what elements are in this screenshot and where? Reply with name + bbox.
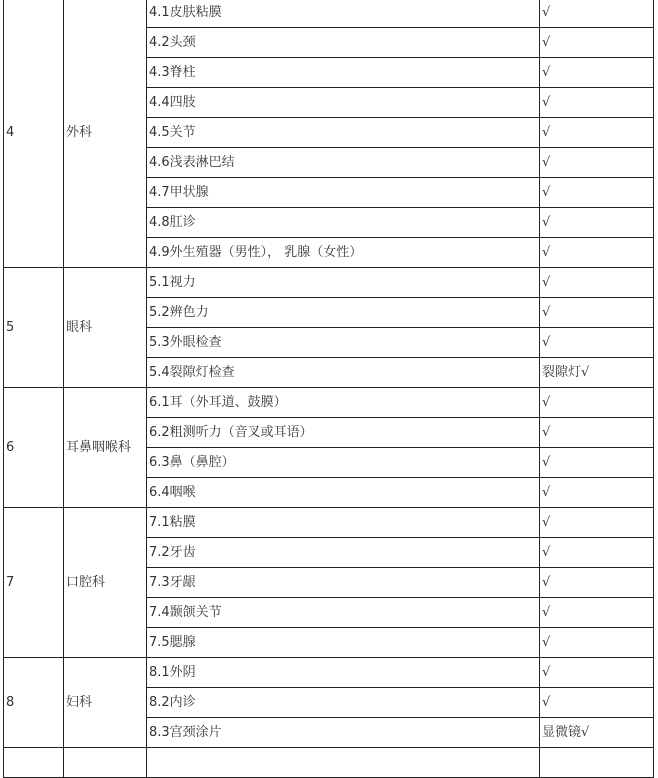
empty-cell <box>4 748 64 778</box>
section-number: 7 <box>4 508 64 658</box>
exam-item: 5.2辨色力 <box>147 298 540 328</box>
exam-item: 7.4颞颌关节 <box>147 598 540 628</box>
exam-result: √ <box>540 148 654 178</box>
exam-item: 4.2头颈 <box>147 28 540 58</box>
table-row <box>4 388 654 418</box>
exam-result: √ <box>540 58 654 88</box>
section-number: 5 <box>4 268 64 388</box>
exam-item: 7.5腮腺 <box>147 628 540 658</box>
exam-result: √ <box>540 388 654 418</box>
exam-result: √ <box>540 688 654 718</box>
empty-cell <box>64 748 147 778</box>
exam-result: 显微镜√ <box>540 718 654 748</box>
exam-item: 6.1耳（外耳道、鼓膜） <box>147 388 540 418</box>
exam-result: √ <box>540 328 654 358</box>
exam-result: √ <box>540 298 654 328</box>
exam-result: 裂隙灯√ <box>540 358 654 388</box>
table-row <box>4 748 654 778</box>
empty-cell <box>147 748 540 778</box>
exam-result: √ <box>540 478 654 508</box>
section-name: 外科 <box>64 0 147 268</box>
table-row <box>4 0 654 28</box>
exam-result: √ <box>540 268 654 298</box>
exam-result: √ <box>540 208 654 238</box>
exam-item: 4.1皮肤粘膜 <box>147 0 540 28</box>
exam-result: √ <box>540 598 654 628</box>
exam-item: 4.4四肢 <box>147 88 540 118</box>
exam-item: 5.3外眼检查 <box>147 328 540 358</box>
exam-result: √ <box>540 118 654 148</box>
exam-item: 7.2牙齿 <box>147 538 540 568</box>
section-number: 4 <box>4 0 64 268</box>
exam-result: √ <box>540 88 654 118</box>
empty-cell <box>540 748 654 778</box>
exam-item: 6.3鼻（鼻腔） <box>147 448 540 478</box>
exam-item: 5.1视力 <box>147 268 540 298</box>
exam-result: √ <box>540 418 654 448</box>
exam-table-body <box>4 0 654 778</box>
table-row <box>4 658 654 688</box>
section-name: 妇科 <box>64 658 147 748</box>
table-row <box>4 508 654 538</box>
exam-item: 4.7甲状腺 <box>147 178 540 208</box>
exam-result: √ <box>540 508 654 538</box>
exam-result: √ <box>540 0 654 28</box>
section-name: 耳鼻咽喉科 <box>64 388 147 508</box>
section-name: 眼科 <box>64 268 147 388</box>
exam-result: √ <box>540 628 654 658</box>
exam-item: 6.2粗测听力（音叉或耳语） <box>147 418 540 448</box>
section-number: 6 <box>4 388 64 508</box>
section-number: 8 <box>4 658 64 748</box>
table-row <box>4 268 654 298</box>
exam-result: √ <box>540 238 654 268</box>
exam-item: 4.3脊柱 <box>147 58 540 88</box>
exam-table <box>3 0 654 778</box>
exam-result: √ <box>540 178 654 208</box>
exam-item: 7.3牙龈 <box>147 568 540 598</box>
exam-result: √ <box>540 568 654 598</box>
exam-item: 6.4咽喉 <box>147 478 540 508</box>
exam-result: √ <box>540 658 654 688</box>
exam-item: 8.3宫颈涂片 <box>147 718 540 748</box>
exam-result: √ <box>540 538 654 568</box>
exam-item: 4.5关节 <box>147 118 540 148</box>
exam-item: 5.4裂隙灯检查 <box>147 358 540 388</box>
exam-result: √ <box>540 448 654 478</box>
exam-item: 4.6浅表淋巴结 <box>147 148 540 178</box>
section-name: 口腔科 <box>64 508 147 658</box>
exam-item: 4.8肛诊 <box>147 208 540 238</box>
exam-item: 4.9外生殖器（男性）， 乳腺（女性） <box>147 238 540 268</box>
exam-result: √ <box>540 28 654 58</box>
exam-item: 8.2内诊 <box>147 688 540 718</box>
exam-item: 7.1粘膜 <box>147 508 540 538</box>
exam-item: 8.1外阴 <box>147 658 540 688</box>
